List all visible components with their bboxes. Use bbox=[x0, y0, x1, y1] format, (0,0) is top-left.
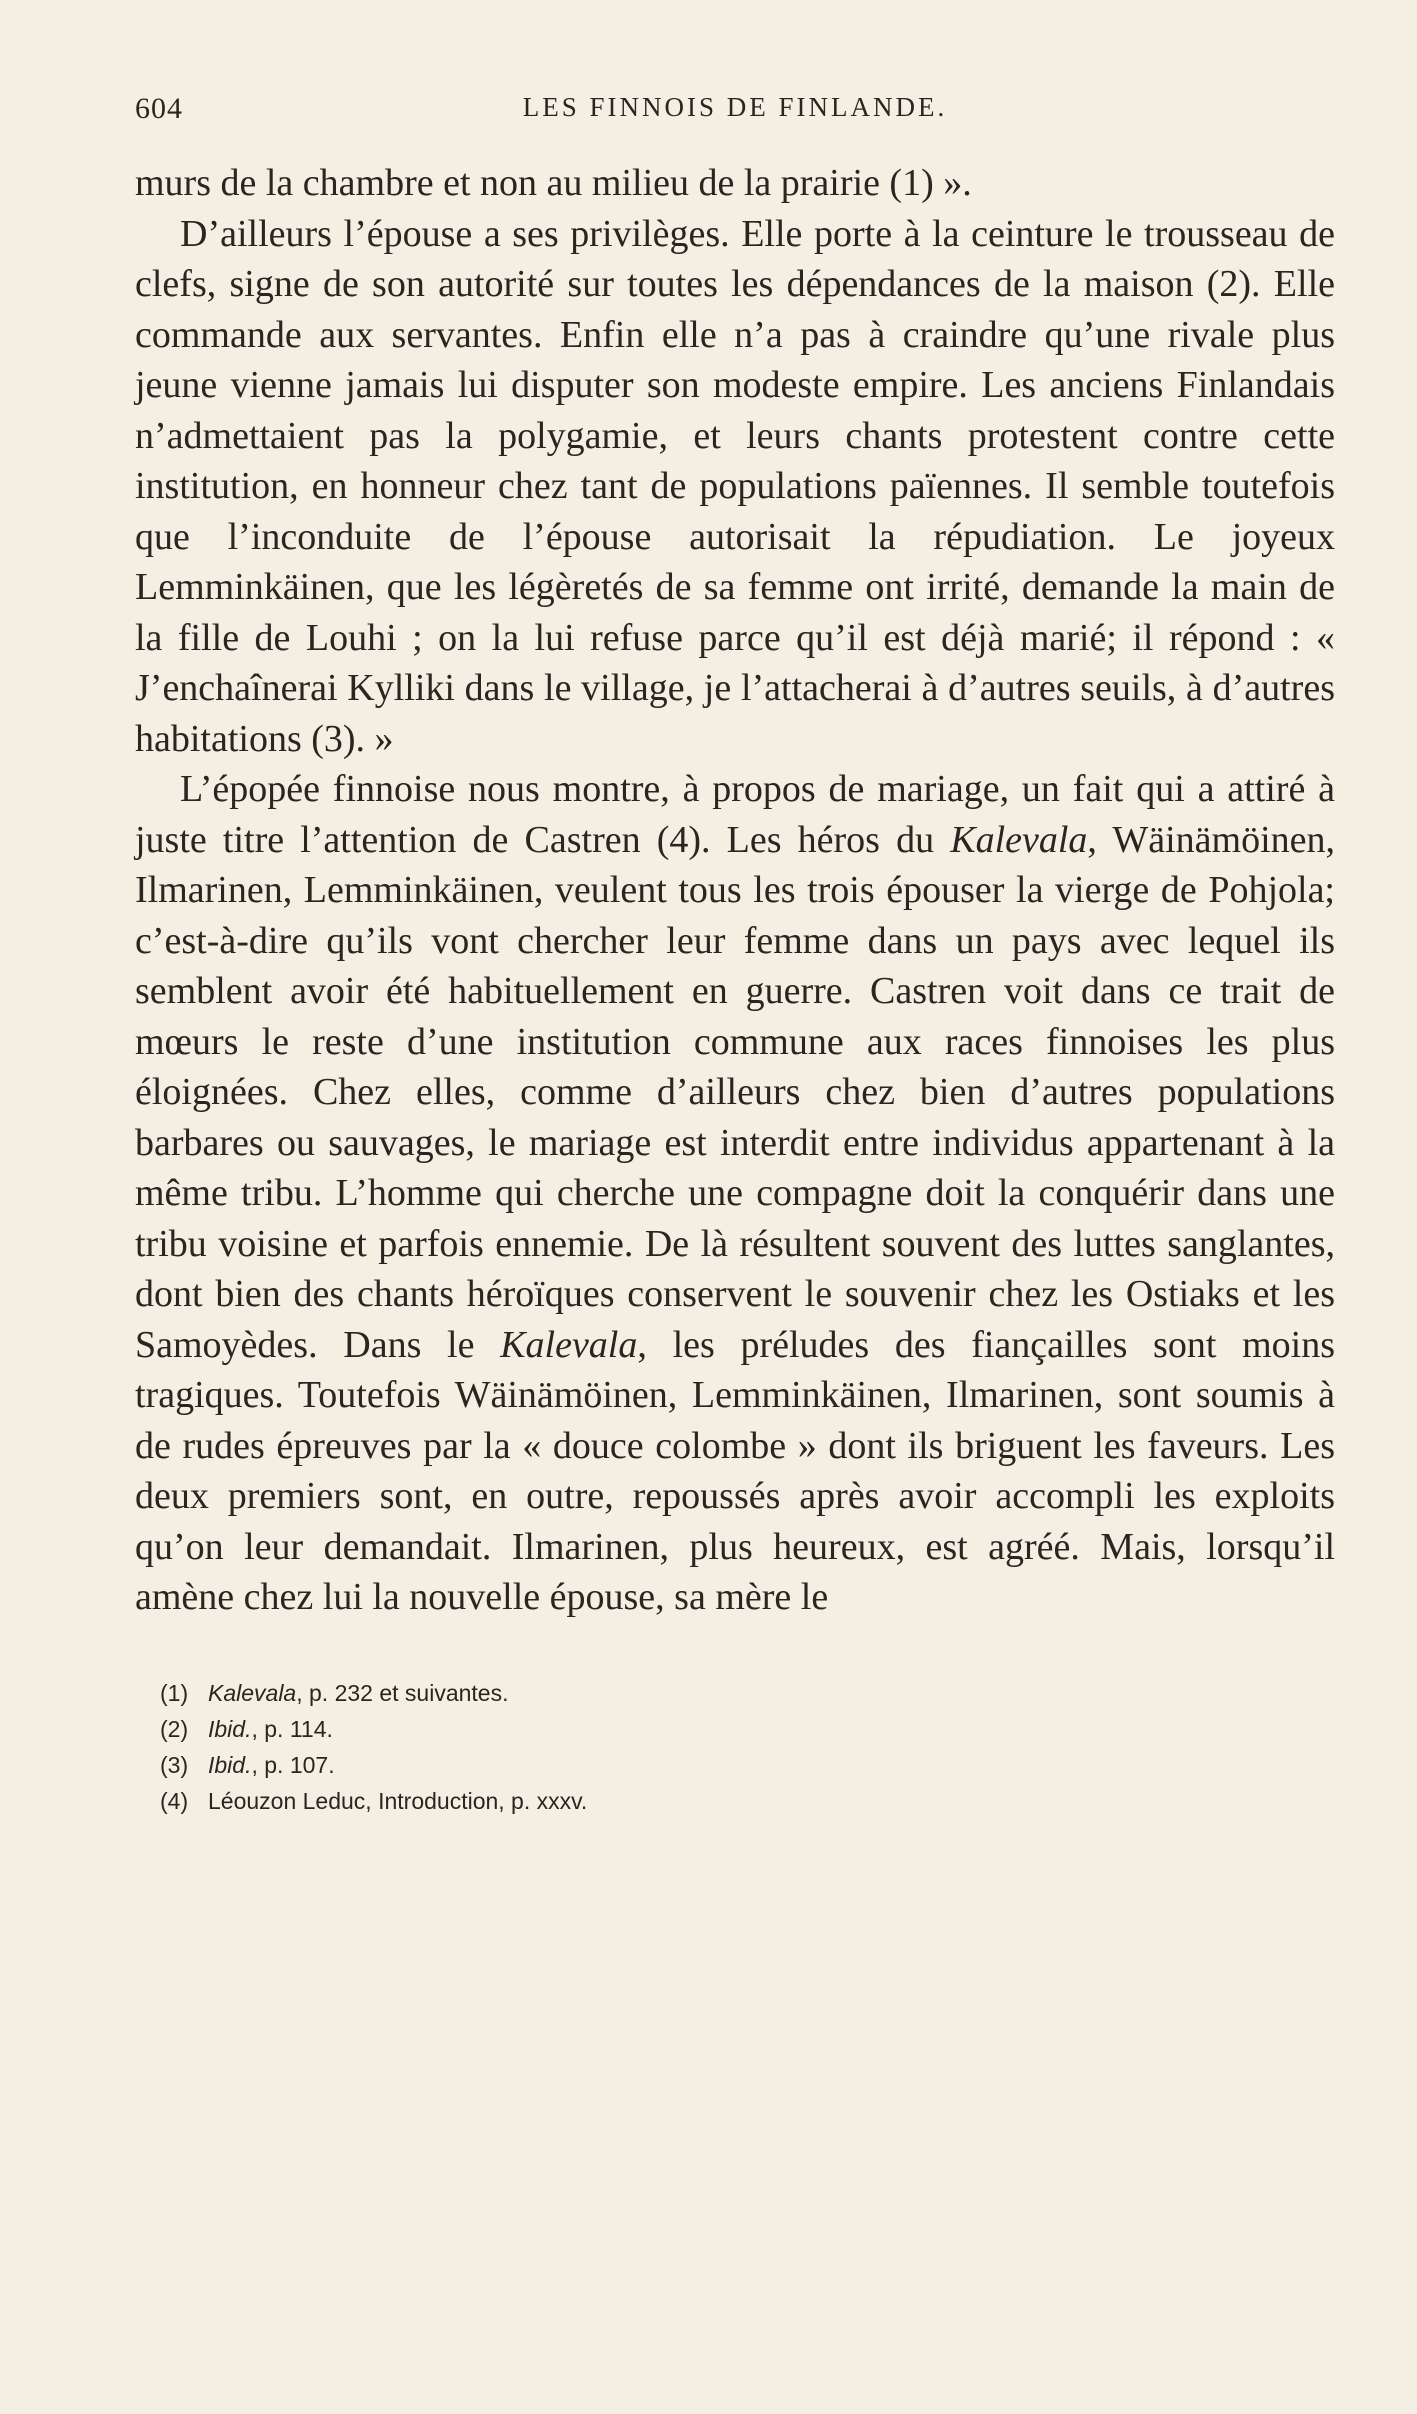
footnote-italic: Ibid. bbox=[208, 1751, 252, 1778]
footnote-italic: Ibid. bbox=[208, 1715, 252, 1742]
paragraph-2: D’ailleurs l’épouse a ses privilèges. Elle porte à la ceinture le trousseau de clefs, signe de son autorité sur toutes les dépendances de la maison (2). Elle commande aux servantes. Enfin elle n’a pas à craindre qu’une rivale plus jeune vienne jamais lui disputer son modeste empire. Les anciens Finlandais n’admettaient pas la polygamie, et leurs chants protestent contre cette institution, en honneur chez tant de populations païennes. Il semble toutefois que l’inconduite de l’épouse autorisait la répudiation. Le joyeux Lemminkäinen, que les légèretés de sa femme ont irrité, demande la main de la fille de Louhi ; on la lui refuse parce qu’il est déjà marié; il répond : « J’enchaînerai Kylliki dans le village, je l’attacherai à d’autres seuils, à d’autres habitations (3). » bbox=[135, 212, 1335, 760]
book-page bbox=[135, 92, 1335, 1819]
footnotes bbox=[135, 1675, 1335, 1819]
text-run: , les préludes des fiançailles sont moins tragiques. Toutefois Wäinämöinen, Lemminkäinen, Ilmarinen, sont soumis à de rudes épreuves par la « douce colombe » dont ils briguent les faveurs. Les deux premiers sont, en outre, repoussés après avoir accompli les exploits qu’on leur demandait. Ilmarinen, plus heureux, est agréé. Mais, lorsqu’il amène chez lui la nouvelle épouse, sa mère le bbox=[135, 1323, 1335, 1618]
footnote bbox=[160, 1675, 1335, 1711]
paragraph-1: murs de la chambre et non au milieu de la prairie (1) ». bbox=[135, 162, 972, 204]
footnote-number: (4) bbox=[160, 1787, 189, 1814]
footnote-text bbox=[208, 1783, 587, 1819]
footnote-text bbox=[208, 1711, 333, 1747]
footnote bbox=[160, 1747, 1335, 1783]
footnote bbox=[160, 1711, 1335, 1747]
footnote-rest: , p. 107. bbox=[251, 1751, 335, 1778]
footnote-rest: , p. 114. bbox=[251, 1715, 333, 1742]
footnote-italic: Kalevala bbox=[208, 1679, 297, 1706]
page-header bbox=[135, 92, 1335, 142]
footnote bbox=[160, 1783, 1335, 1819]
footnote-rest: , p. 232 et suivantes. bbox=[296, 1679, 509, 1706]
text-run: , Wäinämöinen, Ilmarinen, Lemminkäinen, veulent tous les trois épouser la vierge de Pohjola; c’est-à-dire qu’ils vont chercher leur femme dans un pays avec lequel ils semblent avoir été habituellement en guerre. Castren voit dans ce trait de mœurs le reste d’une institution commune aux races finnoises les plus éloignées. Chez elles, comme d’ailleurs chez bien d’autres populations barbares ou sauvages, le mariage est interdit entre individus appartenant à la même tribu. L’homme qui cherche une compagne doit la conquérir dans une tribu voisine et parfois ennemie. De là résultent souvent des luttes sanglantes, dont bien des chants héroïques conservent le souvenir chez les Ostiaks et les Samoyèdes. Dans le bbox=[135, 818, 1335, 1366]
footnote-rest: Léouzon Leduc, Introduction, p. xxxv. bbox=[208, 1787, 588, 1814]
footnote-number: (3) bbox=[160, 1751, 189, 1778]
running-title: LES FINNOIS DE FINLANDE. bbox=[522, 92, 948, 122]
text-run: L’épopée finnoise nous montre, à propos de mariage, un fait qui a attiré à juste titre l’attention de Castren (4). Les héros du bbox=[135, 768, 1335, 861]
footnote-number: (2) bbox=[160, 1715, 189, 1742]
italic-title: Kalevala bbox=[950, 818, 1088, 861]
body-text bbox=[135, 158, 1335, 1623]
paragraph-3 bbox=[135, 764, 1335, 1623]
page-number: 604 bbox=[135, 92, 183, 125]
italic-title: Kalevala bbox=[500, 1323, 638, 1366]
footnote-text bbox=[208, 1747, 335, 1783]
footnote-text bbox=[208, 1675, 508, 1711]
footnote-number: (1) bbox=[160, 1679, 189, 1706]
